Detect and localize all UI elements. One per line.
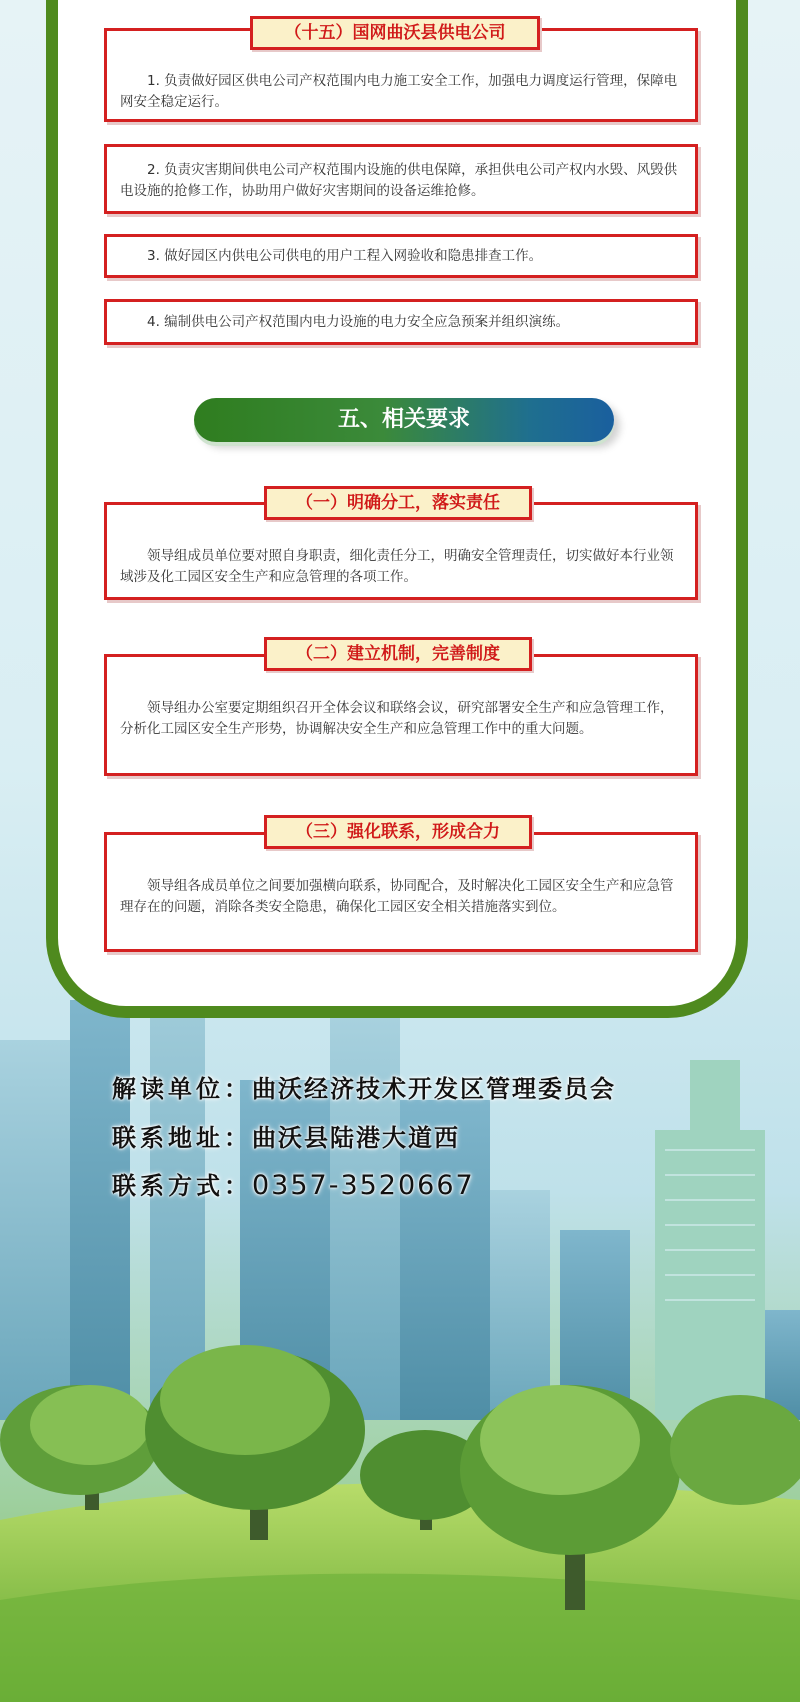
requirement-2-title: （二）建立机制，完善制度	[264, 637, 532, 671]
requirement-2-box	[104, 654, 698, 776]
contact-phone-value: 0357-3520667	[252, 1170, 475, 1201]
section-15-item-3	[104, 234, 698, 278]
section-15-item-4	[104, 299, 698, 345]
contact-address	[112, 1118, 460, 1153]
section-5-banner: 五、相关要求	[194, 398, 614, 442]
contact-address-label: 联系地址：	[112, 1123, 252, 1152]
section-15-item-2	[104, 144, 698, 214]
contact-unit-label: 解读单位：	[112, 1074, 252, 1103]
contact-unit	[112, 1069, 616, 1104]
contact-phone	[112, 1166, 475, 1201]
item-text: 2. 负责灾害期间供电公司产权范围内设施的供电保障，承担供电公司产权内水毁、风毁供电设施的抢修工作，协助用户做好灾害期间的设备运维抢修。	[120, 162, 678, 199]
requirement-3-body: 领导组各成员单位之间要加强横向联系，协同配合，及时解决化工园区安全生产和应急管理存在的问题，消除各类安全隐患，确保化工园区安全相关措施落实到位。	[120, 878, 674, 915]
requirement-1-body: 领导组成员单位要对照自身职责，细化责任分工，明确安全管理责任，切实做好本行业领域涉及化工园区安全生产和应急管理的各项工作。	[120, 548, 674, 585]
requirement-3-title: （三）强化联系，形成合力	[264, 815, 532, 849]
item-text: 1. 负责做好园区供电公司产权范围内电力施工安全工作，加强电力调度运行管理，保障电网安全稳定运行。	[120, 73, 678, 110]
contact-unit-value: 曲沃经济技术开发区管理委员会	[252, 1074, 616, 1103]
item-text: 3. 做好园区内供电公司供电的用户工程入网验收和隐患排查工作。	[147, 248, 543, 264]
requirement-2-body: 领导组办公室要定期组织召开全体会议和联络会议，研究部署安全生产和应急管理工作，分析化工园区安全生产形势，协调解决安全生产和应急管理工作中的重大问题。	[120, 700, 674, 737]
section-15-title: （十五）国网曲沃县供电公司	[250, 16, 540, 50]
requirement-1-title: （一）明确分工，落实责任	[264, 486, 532, 520]
requirement-3-box	[104, 832, 698, 952]
item-text: 4. 编制供电公司产权范围内电力设施的电力安全应急预案并组织演练。	[147, 314, 570, 330]
contact-address-value: 曲沃县陆港大道西	[252, 1123, 460, 1152]
contact-phone-label: 联系方式：	[112, 1171, 252, 1200]
